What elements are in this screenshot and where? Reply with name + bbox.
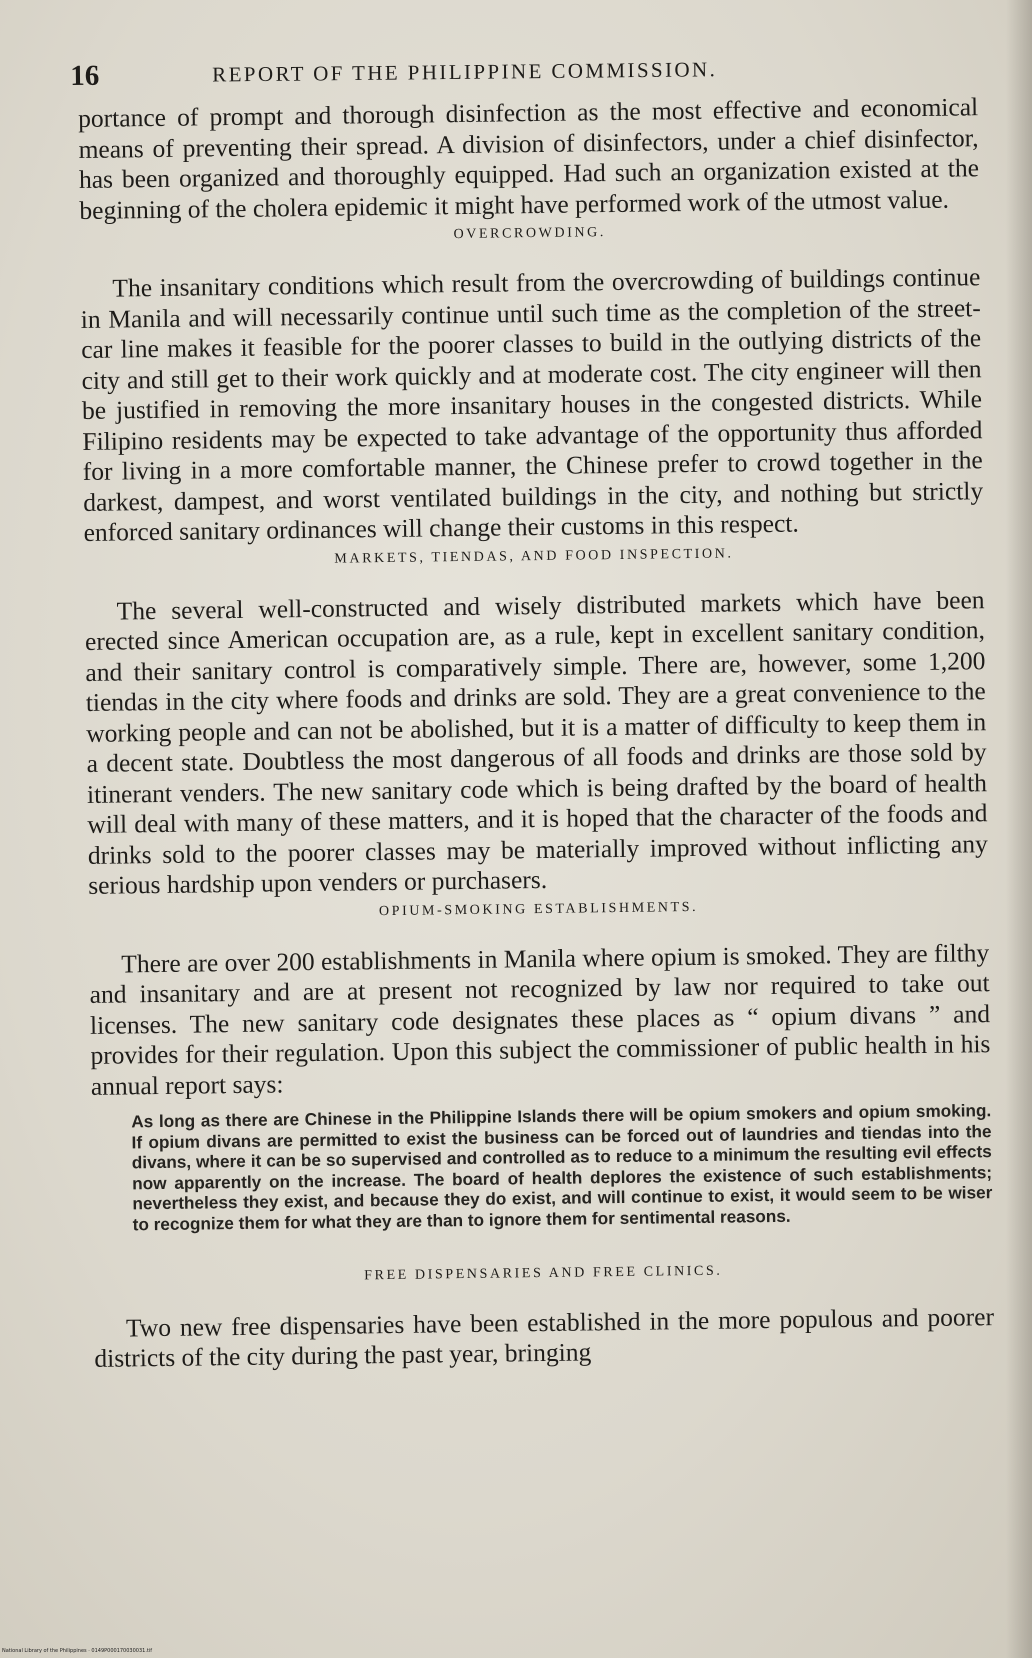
page-header [70, 45, 970, 94]
running-head: REPORT OF THE PHILIPPINE COMMISSION. [212, 57, 718, 87]
paragraph-opium: There are over 200 establishments in Manila where opium is smoked. They are filthy and insanitary and are at present not recognized by law nor required to take out licenses. The new sanitary code designates these places as “ opium divans ” and provides for their regulation. Upon this subject the commissioner of public health in his annual report says: [89, 937, 991, 1101]
page-number: 16 [70, 59, 100, 92]
section-heading-opium: OPIUM-SMOKING ESTABLISHMENTS. [378, 899, 699, 919]
paragraph-dispensaries: Two new free dispensaries have been established in the more populous and poorer districts of the city during the past year, bringing [94, 1301, 995, 1373]
section-heading-overcrowding: OVERCROWDING. [453, 225, 607, 243]
section-heading-markets: MARKETS, TIENDAS, AND FOOD INSPECTION. [334, 545, 734, 567]
paragraph-markets: The several well-constructed and wisely distributed markets which have been erected since American occupation are, as a rule, kept in excellent sanitary condition, and their sanitary control is comparatively simple. There are, however, some 1,200 tiendas in the city where foods and drinks are sold. They are a great convenience to the working people and can not be abolished, but it is a matter of difficulty to keep them in a decent state. Doubtless the most dangerous of all foods and drinks are those sold by itinerant venders. The new sanitary code which is being drafted by the board of health will deal with many of these matters, and it is hoped that the character of the foods and drinks sold to the poorer classes may be materially improved without inflicting any serious hardship upon venders or purchasers. [84, 584, 988, 900]
page-body [78, 92, 995, 1374]
section-heading-dispensaries: FREE DISPENSARIES AND FREE CLINICS. [364, 1263, 723, 1283]
paragraph-intro: portance of prompt and thorough disinfection as the most effective and economical means of preventing their spread. A division of disinfectors, under a chief disinfector, has been organized and thoroughly equipped. Had such an organization existed at the beginning of the cholera epidemic it might have performed work of the utmost value. [78, 92, 980, 225]
paragraph-overcrowding: The insanitary conditions which result from the overcrowding of buildings continue in Manila and will necessarily continue until such time as the completion of the street-car line makes it feasible for the poorer classes to build in the outlying districts of the city and still get to their work quickly and at moderate cost. The city engineer will then be justified in removing the more insanitary houses in the congested districts. While Filipino residents may be expected to take advantage of the opportunity thus afforded for living in a more comfortable manner, the Chinese prefer to crowd together in the darkest, dampest, and worst ventilated buildings in the city, and nothing but strictly enforced sanitary ordinances will change their customs in this respect. [80, 262, 984, 547]
block-quote-opium: As long as there are Chinese in the Philippine Islands there will be opium smokers and opium smoking. If opium divans are permitted to exist the business can be forced out of laundries and tiendas into the divans, where it can be so supervised and controlled as to reduce to a minimum the resulting evil effects now apparently on the increase. The board of health deplores the existence of such establishments; nevertheless they exist, and because they do exist, and will continue to exist, it would seem to be wiser to recognize them for what they are than to ignore them for sentimental reasons. [131, 1100, 993, 1235]
scan-credit: National Library of the Philippines · 0149P000170030031.tif [2, 1648, 153, 1654]
page-edge-shadow [1006, 0, 1032, 1658]
